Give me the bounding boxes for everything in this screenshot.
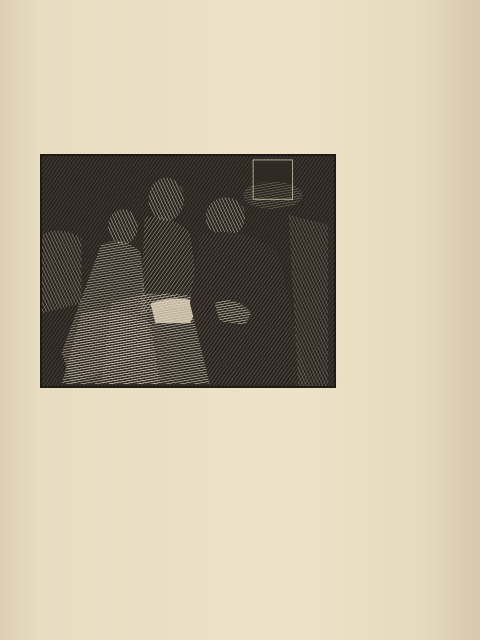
engraving-drawing — [42, 156, 334, 386]
engraving-illustration — [40, 154, 336, 388]
page-edge-shadow — [420, 0, 480, 640]
watermark — [0, 600, 480, 640]
